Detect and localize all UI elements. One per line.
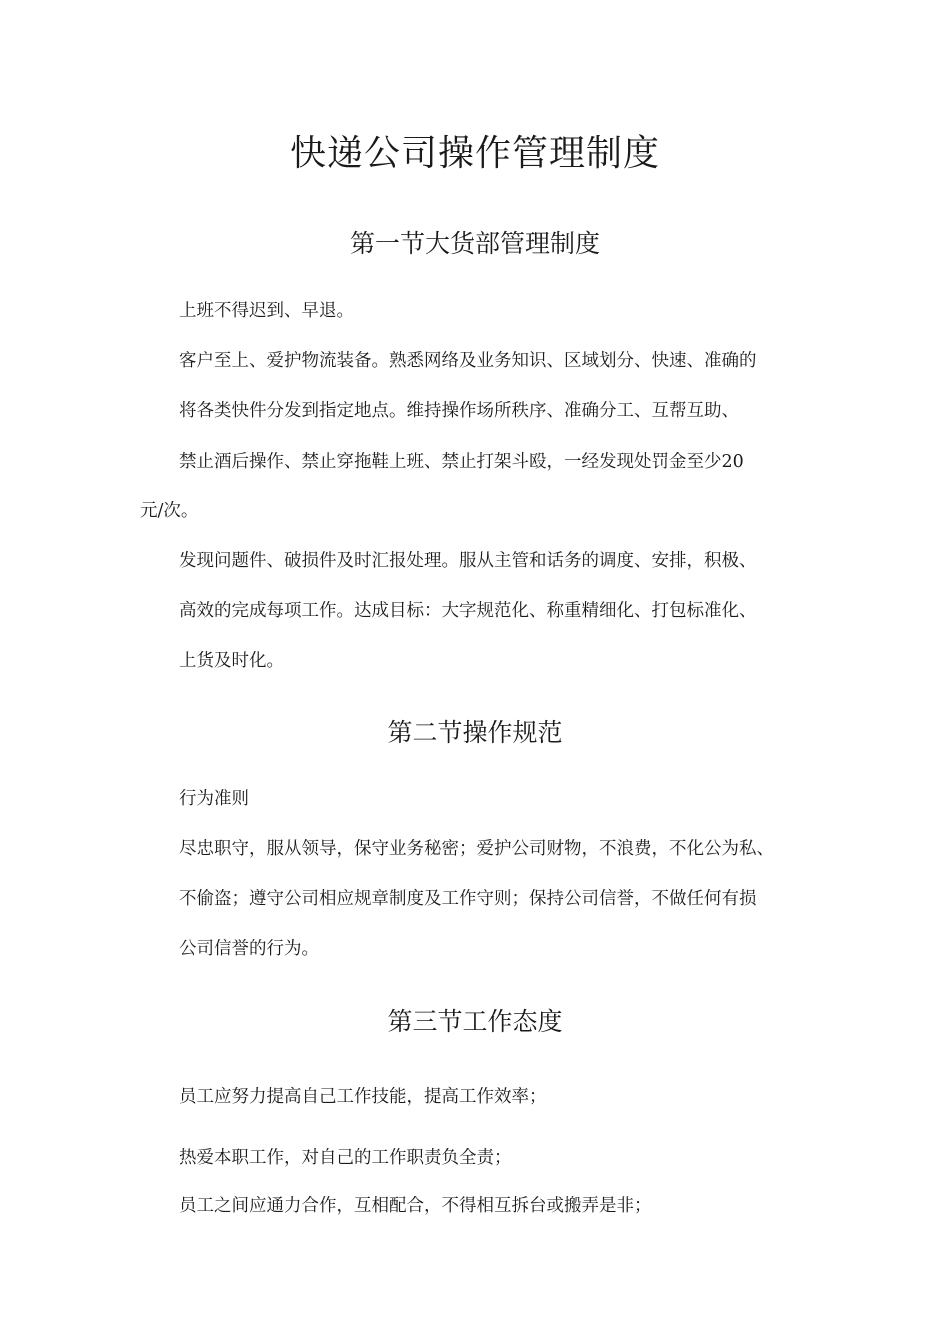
section-2-line-4: 公司信誉的行为。	[179, 939, 319, 959]
section-heading-1: 第一节大货部管理制度	[349, 229, 600, 258]
section-heading-3: 第三节工作态度	[387, 1007, 563, 1036]
section-1-line-6: 发现问题件、破损件及时汇报处理。服从主管和话务的调度、安排，积极、	[179, 551, 757, 571]
section-1-line-8: 上货及时化。	[179, 651, 284, 671]
section-1-line-1: 上班不得迟到、早退。	[179, 301, 354, 321]
section-2-line-3: 不偷盗；遵守公司相应规章制度及工作守则；保持公司信誉，不做任何有损	[179, 889, 757, 909]
document-title: 快递公司操作管理制度	[289, 133, 660, 174]
section-1-line-4: 禁止酒后操作、禁止穿拖鞋上班、禁止打架斗殴，一经发现处罚金至少20	[179, 452, 744, 472]
section-2-line-2: 尽忠职守，服从领导，保守业务秘密；爱护公司财物，不浪费，不化公为私、	[179, 839, 774, 859]
section-3-line-3: 员工之间应通力合作，互相配合，不得相互拆台或搬弄是非；	[179, 1196, 652, 1216]
section-3-line-1: 员工应努力提高自己工作技能，提高工作效率；	[179, 1087, 547, 1107]
section-1-line-3: 将各类快件分发到指定地点。维持操作场所秩序、准确分工、互帮互助、	[179, 401, 739, 421]
section-1-line-2: 客户至上、爱护物流装备。熟悉网络及业务知识、区域划分、快速、准确的	[179, 351, 757, 371]
section-1-line-5: 元/次。	[140, 501, 199, 521]
section-1-line-7: 高效的完成每项工作。达成目标：大字规范化、称重精细化、打包标准化、	[179, 601, 757, 621]
section-3-line-2: 热爱本职工作，对自己的工作职责负全责；	[179, 1148, 512, 1168]
section-2-line-1: 行为准则	[179, 789, 249, 809]
section-heading-2: 第二节操作规范	[387, 718, 563, 747]
